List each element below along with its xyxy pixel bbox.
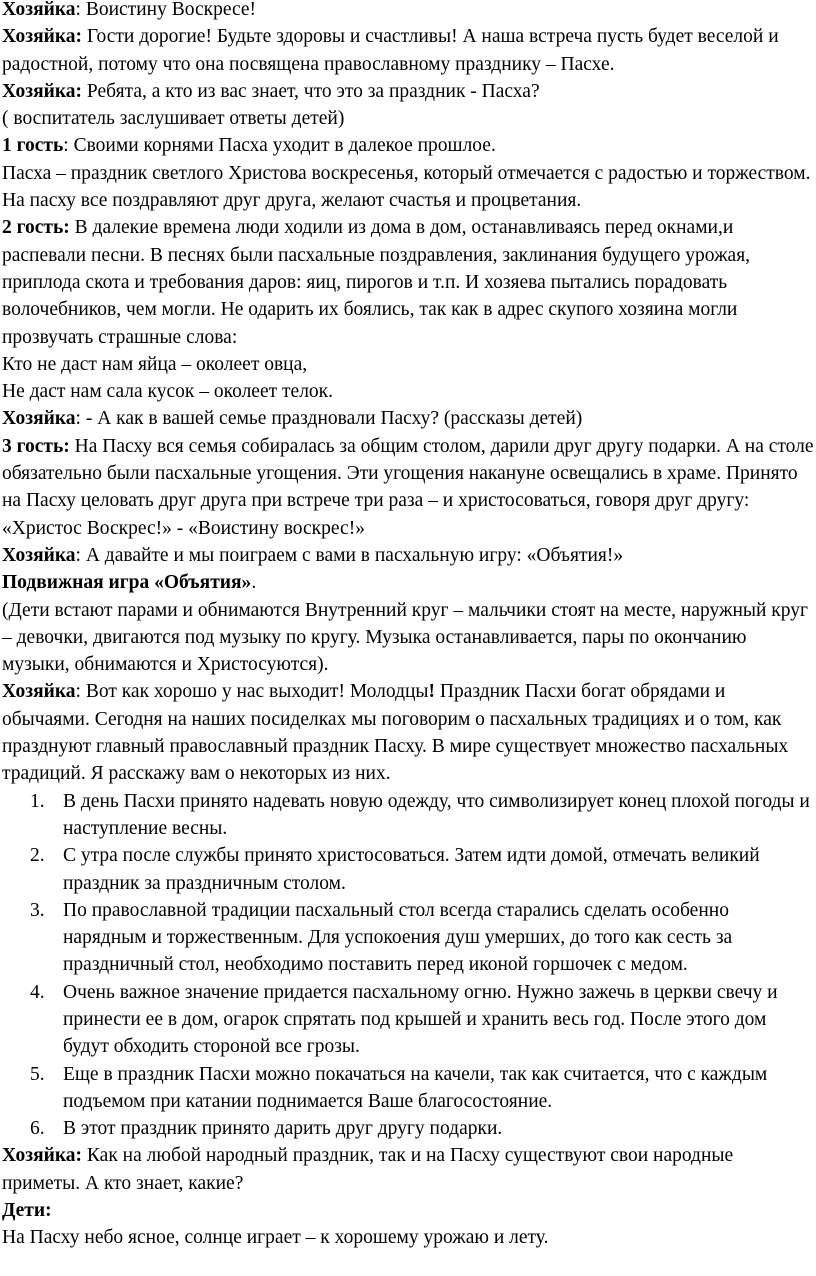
list-number: 4. xyxy=(30,981,45,1003)
list-item xyxy=(0,897,816,979)
paragraph xyxy=(0,1142,816,1197)
list-item-text: В этот праздник принято дарить друг другу подарки. xyxy=(63,1118,503,1140)
paragraph-text: На Пасху небо ясное, солнце играет – к хорошему урожаю и лету. xyxy=(2,1227,549,1249)
paragraph xyxy=(0,1224,816,1251)
list-number: 2. xyxy=(30,845,45,867)
paragraph-text: : Вот как хорошо у нас выходит! Молодцы xyxy=(75,681,429,703)
list-item-text: По православной традиции пасхальный стол всегда старались сделать особенно нарядным и торжественным. Для успокоения душ умерших, до того как сесть за праздничный стол, необходимо поставить перед иконой горшочек с медом. xyxy=(63,899,733,976)
bold-text: 2 гость: xyxy=(2,217,70,239)
paragraph xyxy=(0,78,816,105)
list-number: 5. xyxy=(30,1063,45,1085)
list-item xyxy=(0,1061,816,1116)
paragraph xyxy=(0,1197,816,1224)
list-item xyxy=(0,979,816,1061)
paragraph xyxy=(0,569,816,596)
bold-text: 3 гость: xyxy=(2,435,70,457)
list-item-text: Еще в праздник Пасхи можно покачаться на качели, так как считается, что с каждым подъемом при катании поднимается Ваше благосостояние. xyxy=(63,1063,768,1112)
paragraph-text: Ребята, а кто из вас знает, что это за праздник - Пасха? xyxy=(82,80,540,102)
paragraph-text: (Дети встают парами и обнимаются Внутренний круг – мальчики стоят на месте, наружный круг – девочки, двигаются под музыку по кругу. Музыка останавливается, пары по окончанию музыки, обнимаются и Христосуются). xyxy=(2,599,809,676)
paragraph xyxy=(0,351,816,378)
bold-text: Хозяйка xyxy=(2,408,76,430)
list-number: 1. xyxy=(30,790,45,812)
list-item xyxy=(0,842,816,897)
paragraph xyxy=(0,160,816,215)
paragraph xyxy=(0,23,816,78)
traditions-list xyxy=(0,788,816,1143)
list-item xyxy=(0,1115,816,1142)
bold-text: Подвижная игра «Объятия» xyxy=(2,572,252,594)
paragraph-text: Пасха – праздник светлого Христова воскресенья, который отмечается с радостью и торжеством. На пасху все поздравляют друг друга, желают счастья и процветания. xyxy=(2,162,811,212)
paragraph-text: : - А как в вашей семье праздновали Пасху? (рассказы детей) xyxy=(75,408,583,430)
paragraph-text: Не даст нам сала кусок – околеет телок. xyxy=(2,381,334,403)
bold-text: Дети: xyxy=(2,1200,52,1222)
paragraph-text: Как на любой народный праздник, так и на Пасху существуют свои народные приметы. А кто знает, какие? xyxy=(2,1145,734,1194)
list-number: 3. xyxy=(30,899,45,921)
bold-text: Хозяйка xyxy=(2,681,76,703)
paragraph-text: : Своими корнями Пасха уходит в далекое прошлое. xyxy=(63,135,496,157)
bold-text: Хозяйка xyxy=(2,544,76,566)
paragraph-text: В далекие времена люди ходили из дома в дом, останавливаясь перед окнами,и распевали песни. В песнях были пасхальные поздравления, заклинания будущего урожая, приплода скота и требования даров: яиц, пирогов и т.п. И хозяева пытались порадовать волочебников, чем могли. Не одарить их боялись, так как в адрес скупого хозяина могли прозвучать страшные слова: xyxy=(2,217,751,348)
paragraph-text: : А давайте и мы поиграем с вами в пасхальную игру: «Объятия!» xyxy=(75,544,624,566)
list-item-text: Очень важное значение придается пасхальному огню. Нужно зажечь в церкви свечу и принести ее в дом, огарок спрятать под крышей и хранить весь год. После этого дом будут обходить стороной все грозы. xyxy=(63,981,778,1058)
paragraph xyxy=(0,597,816,679)
paragraph xyxy=(0,542,816,569)
list-item xyxy=(0,788,816,843)
list-item-text: В день Пасхи принято надевать новую одежду, что символизирует конец плохой погоды и наступление весны. xyxy=(63,790,810,839)
paragraph-text: . xyxy=(251,572,257,594)
paragraph-text: : Воистину Воскресе! xyxy=(75,0,257,20)
list-number: 6. xyxy=(30,1118,45,1140)
paragraph xyxy=(0,105,816,132)
bold-text: 1 гость xyxy=(2,135,64,157)
paragraph xyxy=(0,214,816,350)
bold-text: Хозяйка: xyxy=(2,80,83,102)
list-item-text: С утра после службы принято христосоваться. Затем идти домой, отмечать великий праздник за праздничным столом. xyxy=(63,845,760,894)
bold-text: Хозяйка: xyxy=(2,1145,83,1167)
paragraph xyxy=(0,678,816,787)
paragraph-text: ( воспитатель заслушивает ответы детей) xyxy=(2,108,345,130)
paragraph-text: Праздник Пасхи богат обрядами и обычаями. Сегодня на наших посиделках мы поговорим о пасхальных традициях и о том, как празднуют главный православный праздник Пасху. В мире существует множество пасхальных традиций. Я расскажу вам о некоторых из них. xyxy=(2,681,789,785)
paragraph-text: На Пасху вся семья собиралась за общим столом, дарили друг другу подарки. А на столе обязательно были пасхальные угощения. Эти угощения накануне освещались в храме. Принято на Пасху целовать друг друга при встрече три раза – и христосоваться, говоря друг другу: «Христос Воскрес!» - «Воистину воскрес!» xyxy=(2,435,814,539)
bold-text: ! xyxy=(428,681,436,703)
paragraph xyxy=(0,433,816,542)
paragraph-text: Кто не даст нам яйца – околеет овца, xyxy=(2,353,308,375)
paragraph-text: Гости дорогие! Будьте здоровы и счастливы! А наша встреча пусть будет веселой и радостной, потому что она посвящена православному празднику – Пасхе. xyxy=(2,26,779,75)
document-body-continued xyxy=(0,1142,816,1251)
bold-text: Хозяйка: xyxy=(2,26,83,48)
paragraph xyxy=(0,378,816,405)
bold-text: Хозяйка xyxy=(2,0,76,20)
paragraph xyxy=(0,0,816,23)
paragraph xyxy=(0,405,816,432)
paragraph xyxy=(0,132,816,159)
